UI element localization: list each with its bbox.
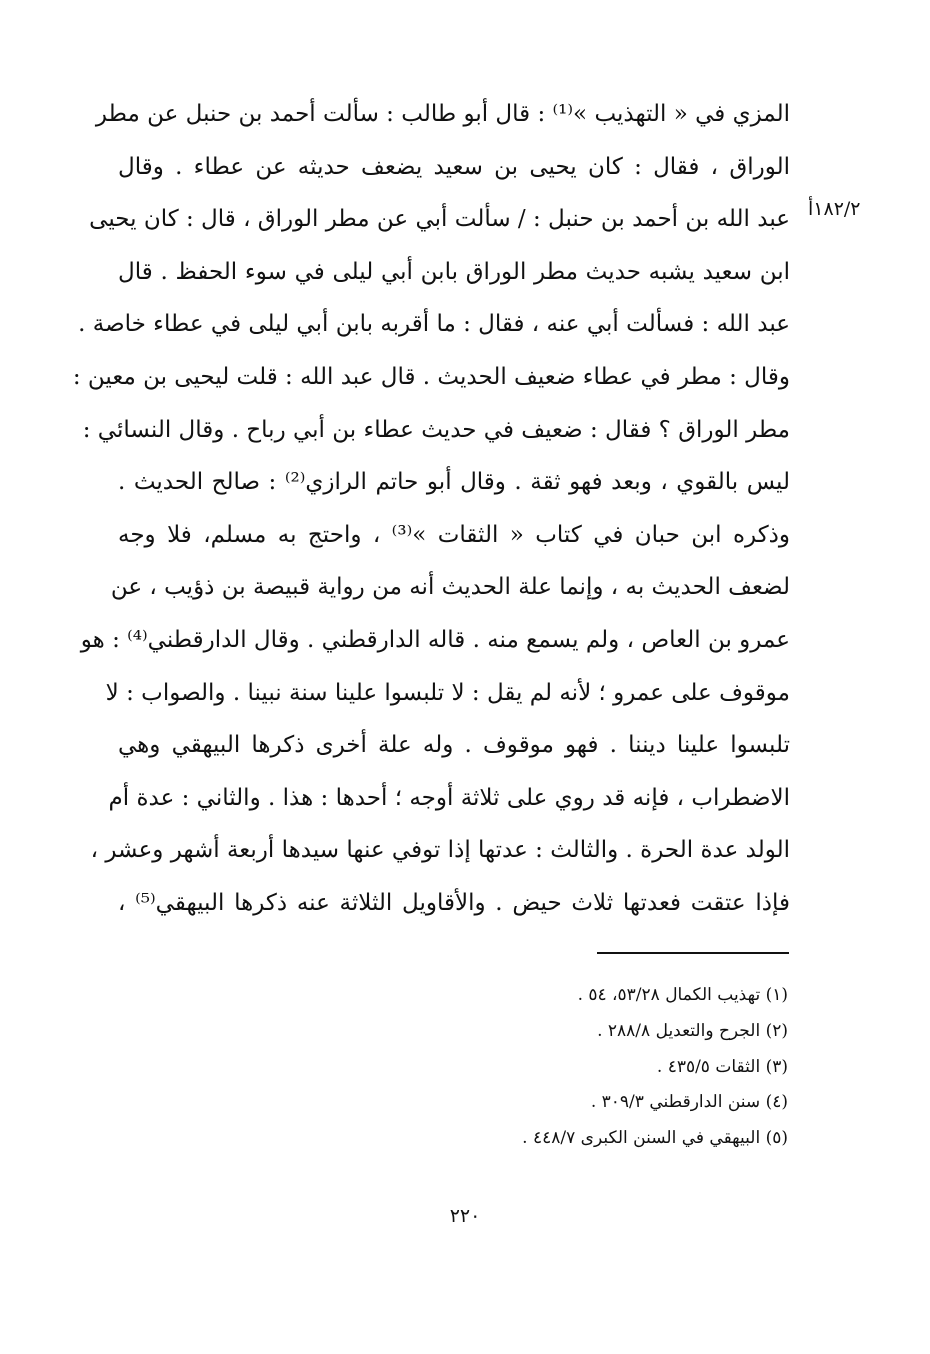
footnote: (١) تهذيب الكمال ٥٣/٢٨، ٥٤ . bbox=[577, 985, 788, 1005]
text-line: وقال : مطر في عطاء ضعيف الحديث . قال عبد الله : قلت ليحيى بن معين : bbox=[72, 363, 790, 390]
text-line: ليس بالقوي ، وبعد فهو ثقة . وقال أبو حاتم الرازي⁽²⁾ : صالح الحديث . bbox=[118, 469, 790, 496]
text-line: لضعف الحديث به ، وإنما علة الحديث أنه من رواية قبيصة بن ذؤيب ، عن bbox=[110, 574, 790, 601]
text-line: الولد عدة الحرة . والثالث : عدتها إذا توفي عنها سيدها أربعة أشهر وعشر ، bbox=[90, 837, 790, 864]
page-number: ٢٢٠ bbox=[449, 1205, 481, 1227]
text-line: تلبسوا علينا ديننا . فهو موقوف . وله علة أخرى ذكرها البيهقي وهي bbox=[118, 732, 790, 759]
text-line: ابن سعيد يشبه حديث مطر الوراق بابن أبي ليلى في سوء الحفظ . قال bbox=[118, 258, 790, 285]
main-text-block bbox=[72, 88, 790, 930]
margin-folio-note: ١٨٢/٢أ bbox=[808, 198, 861, 220]
text-line: عمرو بن العاص ، ولم يسمع منه . قاله الدارقطني . وقال الدارقطني⁽⁴⁾ : هو bbox=[80, 626, 790, 653]
footnotes-block bbox=[522, 978, 788, 1157]
footnote: (٤) سنن الدارقطني ٣٠٩/٣ . bbox=[590, 1092, 788, 1113]
text-line: مطر الوراق ؟ فقال : ضعيف في حديث عطاء بن أبي رباح . وقال النسائي : bbox=[82, 416, 790, 443]
text-line: المزي في « التهذيب »⁽¹⁾ : قال أبو طالب : سألت أحمد بن حنبل عن مطر bbox=[95, 101, 790, 127]
footnote: (٣) الثقات ٤٣٥/٥ . bbox=[656, 1056, 788, 1077]
text-line: فإذا عتقت فعدتها ثلاث حيض . والأقاويل الثلاثة عنه ذكرها البيهقي⁽⁵⁾ ، bbox=[118, 889, 790, 916]
text-line: عبد الله : فسألت أبي عنه ، فقال : ما أقربه بابن أبي ليلى في عطاء خاصة . bbox=[78, 311, 790, 338]
text-line: الوراق ، فقال : كان يحيى بن سعيد يضعف حديثه عن عطاء . وقال bbox=[118, 153, 790, 180]
text-line: الاضطراب ، فإنه قد روي على ثلاثة أوجه ؛ أحدها : هذا . والثاني : عدة أم bbox=[108, 784, 790, 811]
text-line: موقوف على عمرو ؛ لأنه لم يقل : لا تلبسوا علينا سنة نبينا . والصواب : لا bbox=[105, 679, 790, 706]
text-line: وذكره ابن حبان في كتاب « الثقات »⁽³⁾ ، واحتج به مسلم، فلا وجه bbox=[118, 521, 790, 548]
footnote: (٢) الجرح والتعديل ٢٨٨/٨ . bbox=[597, 1020, 788, 1041]
footnote: (٥) البيهقي في السنن الكبرى ٤٤٨/٧ . bbox=[522, 1128, 788, 1149]
footnote-separator bbox=[597, 952, 789, 954]
text-line: عبد الله بن أحمد بن حنبل : / سألت أبي عن مطر الوراق ، قال : كان يحيى bbox=[89, 206, 790, 233]
